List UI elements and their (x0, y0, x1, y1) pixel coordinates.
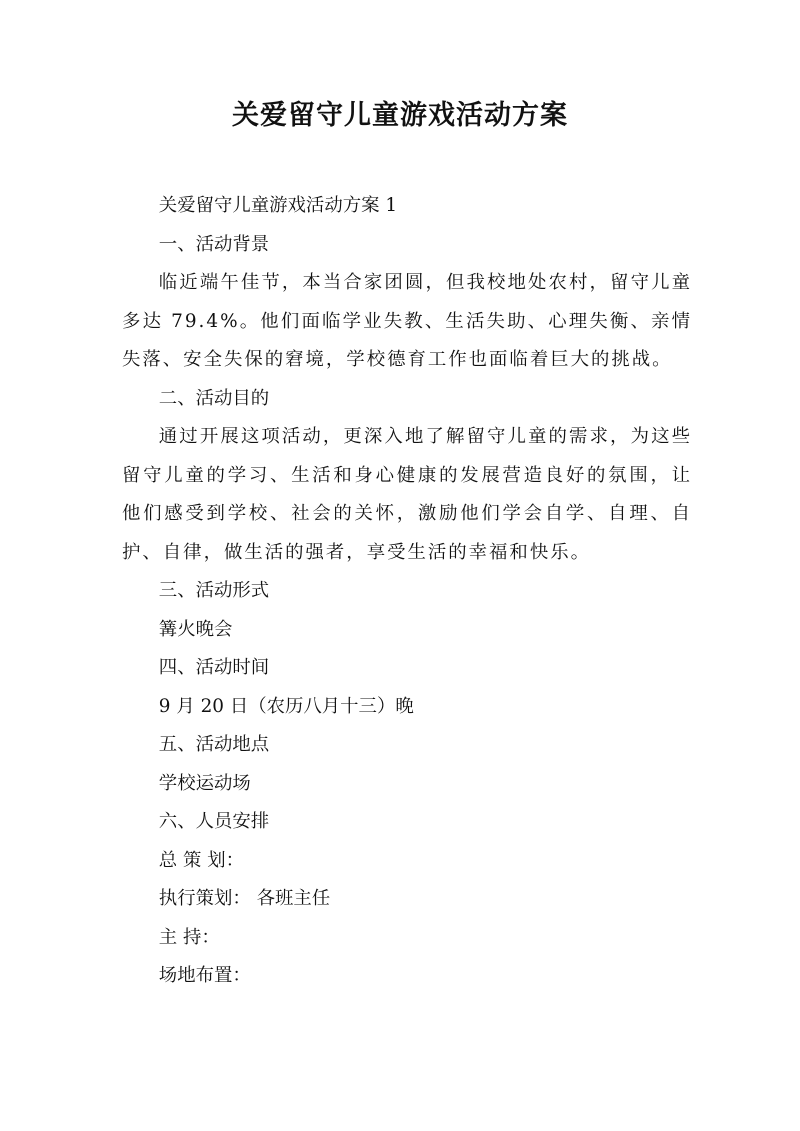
body-paragraph: 临近端午佳节，本当合家团圆，但我校地处农村，留守儿童多达 79.4%。他们面临学业失教、生活失助、心理失衡、亲情失落、安全失保的窘境，学校德育工作也面临着巨大的挑战。 (122, 272, 692, 370)
section-heading: 四、活动时间 (158, 657, 270, 678)
section-heading: 二、活动目的 (158, 387, 270, 409)
document-title: 关爱留守儿童游戏活动方案 (232, 100, 568, 131)
body-paragraph: 通过开展这项活动，更深入地了解留守儿童的需求，为这些留守儿童的学习、生活和身心健康的发展营造良好的氛围，让他们感受到学校、社会的关怀，激励他们学会自学、自理、自护、自律，做生活的强者，享受生活的幸福和快乐。 (122, 426, 692, 563)
body-line: 主 持： (158, 926, 220, 948)
section-heading: 三、活动形式 (158, 580, 270, 601)
section-heading: 六、人员安排 (158, 811, 270, 832)
document-body (122, 187, 692, 996)
section-heading: 五、活动地点 (158, 734, 270, 755)
section-heading: 关爱留守儿童游戏活动方案 1 (158, 195, 398, 216)
body-line: 场地布置： (158, 965, 251, 986)
body-line: 学校运动场 (158, 772, 251, 794)
body-line: 9 月 20 日（农历八月十三）晚 (158, 695, 414, 717)
body-line: 篝火晚会 (158, 618, 233, 640)
section-heading: 一、活动背景 (158, 233, 270, 255)
body-line: 执行策划： 各班主任 (158, 888, 331, 909)
body-line: 总 策 划： (158, 849, 245, 871)
